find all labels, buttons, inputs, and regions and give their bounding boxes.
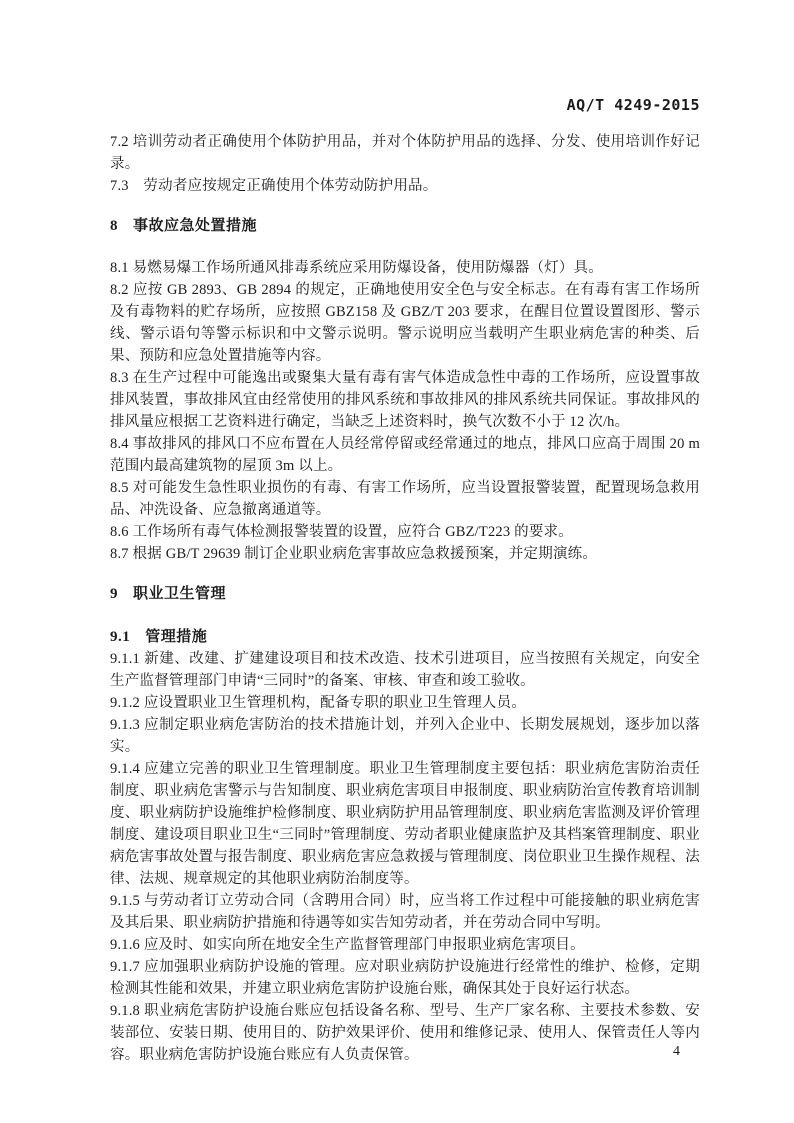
page-footer (673, 1042, 680, 1060)
heading-number: 8 (110, 218, 118, 234)
paragraph: 8.6 工作场所有毒气体检测报警装置的设置，应符合 GBZ/T223 的要求。 (110, 524, 573, 540)
page-number: 4 (673, 1044, 680, 1059)
paragraph: 9.1.6 应及时、如实向所在地安全生产监督管理部门申报职业病危害项目。 (110, 937, 585, 953)
standard-number: AQ/T 4249-2015 (566, 96, 700, 114)
paragraph: 8.1 易燃易爆工作场所通风排毒系统应采用防爆设备，使用防爆器（灯）具。 (110, 260, 603, 276)
paragraph: 9.1.1 新建、改建、扩建建设项目和技术改造、技术引进项目，应当按照有关规定，向安全生产监督管理部门申请“三同时”的备案、审核、审查和竣工验收。 (110, 651, 700, 689)
paragraph: 7.3 劳动者应按规定正确使用个体劳动防护用品。 (110, 178, 438, 194)
paragraph: 9.1.7 应加强职业病防护设施的管理。应对职业病防护设施进行经常性的维护、检修，定期检测其性能和效果，并建立职业病危害防护设施台账，确保其处于良好运行状态。 (110, 959, 700, 997)
paragraph: 8.7 根据 GB/T 29639 制订企业职业病危害事故应急救援预案，并定期演练。 (110, 546, 598, 562)
paragraph: 8.3 在生产过程中可能逸出或聚集大量有毒有害气体造成急性中毒的工作场所，应设置事故排风装置，事故排风宜由经常使用的排风系统和事故排风的排风系统共同保证。事故排风的排风量应根据工艺资料进行确定，当缺乏上述资料时，换气次数不小于 12 次/h。 (110, 370, 700, 430)
page-header (110, 96, 700, 118)
heading-text: 职业卫生管理 (133, 584, 227, 602)
chapter-heading (110, 214, 700, 237)
paragraph: 9.1.3 应制定职业病危害防治的技术措施计划，并列入企业中、长期发展规划，逐步加以落实。 (110, 717, 700, 755)
paragraph: 9.1.5 与劳动者订立劳动合同（含聘用合同）时，应当将工作过程中可能接触的职业病危害及其后果、职业病防护措施和待遇等如实告知劳动者，并在劳动合同中写明。 (110, 893, 700, 931)
heading-number: 9 (110, 586, 118, 602)
paragraph: 7.2 培训劳动者正确使用个体防护用品，并对个体防护用品的选择、分发、使用培训作好记录。 (110, 134, 700, 172)
paragraph: 9.1.2 应设置职业卫生管理机构，配备专职的职业卫生管理人员。 (110, 695, 527, 711)
section-heading (110, 625, 700, 648)
heading-text: 管理措施 (145, 627, 208, 645)
paragraph: 8.2 应按 GB 2893、GB 2894 的规定，正确地使用安全色与安全标志。在有毒有害工作场所及有毒物料的贮存场所，应按照 GBZ158 及 GBZ/T 203 要求，在醒目位置设置图形、警示线、警示语句等警示标识和中文警示说明。警示说明应当载明产生职业病危害的种类、后果、预防和应急处置措施等内容。 (110, 282, 700, 364)
paragraph: 8.4 事故排风的排风口不应布置在人员经常停留或经常通过的地点，排风口应高于周围 20 m 范围内最高建筑物的屋顶 3m 以上。 (110, 436, 704, 474)
paragraph: 9.1.8 职业病危害防护设施台账应包括设备名称、型号、生产厂家名称、主要技术参数、安装部位、安装日期、使用目的、防护效果评价、使用和维修记录、使用人、保管责任人等内容。职业病危害防护设施台账应有人负责保管。 (110, 1003, 700, 1063)
heading-text: 事故应急处置措施 (133, 216, 258, 234)
paragraph: 9.1.4 应建立完善的职业卫生管理制度。职业卫生管理制度主要包括：职业病危害防治责任制度、职业病危害警示与告知制度、职业病危害项目申报制度、职业病防治宣传教育培训制度、职业病防护设施维护检修制度、职业病防护用品管理制度、职业病危害监测及评价管理制度、建设项目职业卫生“三同时”管理制度、劳动者职业健康监护及其档案管理制度、职业病危害事故处置与报告制度、职业病危害应急救援与管理制度、岗位职业卫生操作规程、法律、法规、规章规定的其他职业病防治制度等。 (110, 761, 700, 887)
paragraph: 8.5 对可能发生急性职业损伤的有毒、有害工作场所，应当设置报警装置，配置现场急救用品、冲洗设备、应急撤离通道等。 (110, 480, 700, 518)
document-body (110, 131, 704, 1066)
chapter-heading (110, 582, 700, 605)
heading-number: 9.1 (110, 629, 131, 645)
